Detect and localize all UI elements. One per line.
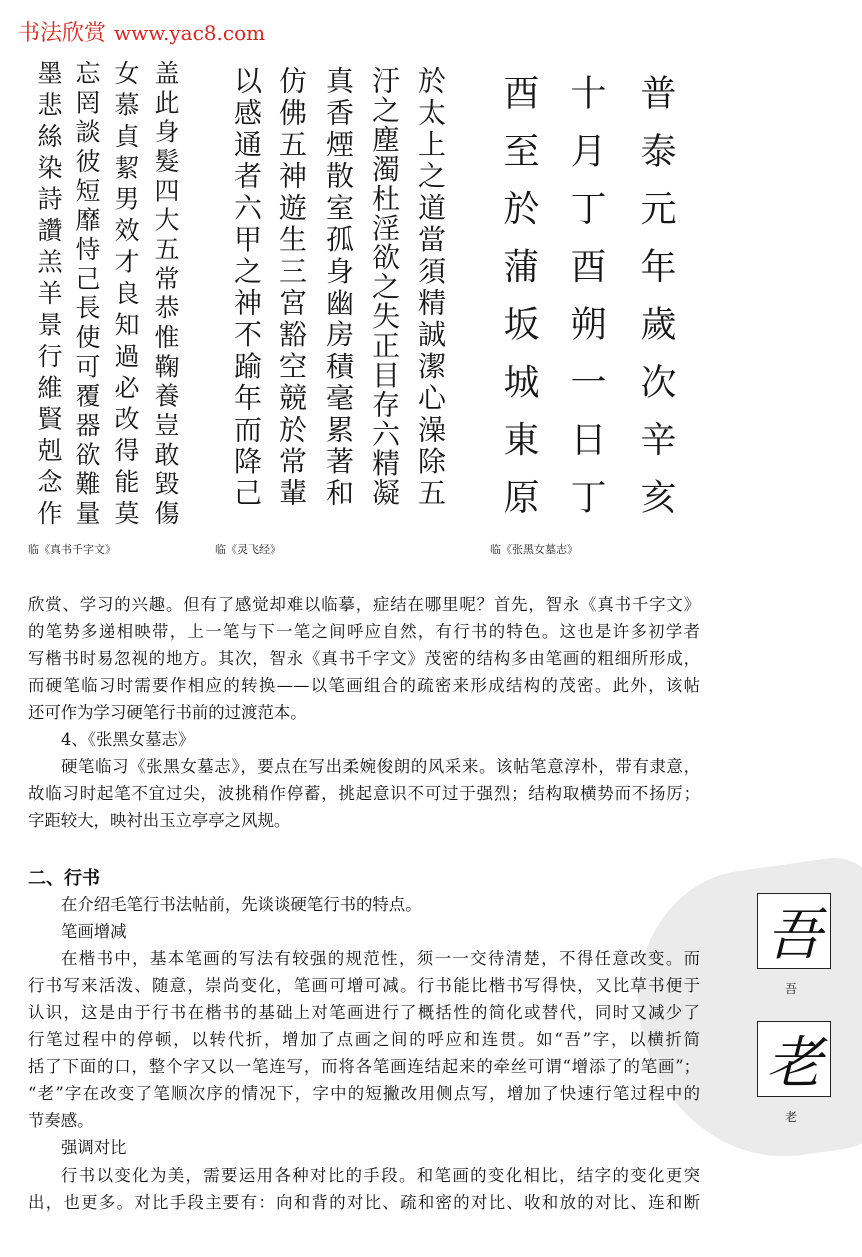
example-glyph-lao: 老	[757, 1021, 831, 1097]
calligraphy-column: 汙之塵濁杜淫欲之失正目存六精凝	[368, 66, 401, 506]
text-line: 节奏感。	[28, 1111, 94, 1130]
text-line: 认识，这是由于行书在楷书的基础上对笔画进行了概括性的简化或替代，同时又减少了	[28, 1003, 700, 1022]
calligraphy-column: 盖此身髮四大五常恭惟鞠養豈敢毀傷	[151, 60, 180, 525]
text-line: 写楷书时易忽视的地方。其次，智永《真书千字文》茂密的结构多由笔画的粗细所形成，	[28, 649, 700, 668]
text-line: 故临习时起笔不宜过尖，波挑稍作停蓄，挑起意识不可过于强烈；结构取横势而不扬厉；	[28, 784, 700, 803]
calligraphy-column: 酉至於蒲坂城東原	[498, 74, 539, 514]
text-line: 在楷书中，基本笔画的写法有较强的规范性，须一一交待清楚，不得任意改变。而	[61, 949, 700, 968]
calligraphy-column: 仿佛五神遊生三宮豁空競於常輩	[275, 66, 308, 506]
text-line: 行书写来活泼、随意，崇尚变化，笔画可增可减。行书能比楷书写得快，又比草书便于	[28, 976, 700, 995]
text-line: 而硬笔临习时需要作相应的转换——以笔画组合的疏密来形成结构的茂密。此外，该帖	[28, 676, 700, 695]
calligraphy-column: 十月丁酉朔一日丁	[565, 74, 606, 514]
text-line: 的笔势多递相映带，上一笔与下一笔之间呼应自然，有行书的特色。这也是许多初学者	[28, 622, 700, 641]
caption-lingfei: 临《灵飞经》	[215, 543, 281, 556]
calligraphy-column: 女慕貞絜男效才良知過必改得能莫	[111, 60, 140, 525]
example-label-wu: 吾	[785, 982, 798, 996]
text-line: 硬笔临习《张黑女墓志》，要点在写出柔婉俊朗的风采来。该帖笔意淳朴，带有隶意，	[61, 757, 700, 776]
text-line: “老”字在改变了笔顺次序的情况下，字中的短撇改用侧点写，增加了快速行笔过程中的	[28, 1084, 700, 1103]
text-line: 欣赏、学习的兴趣。但有了感觉却难以临摹，症结在哪里呢？首先，智永《真书千字文》	[28, 595, 700, 614]
calligraphy-column: 墨悲絲染詩讚羔羊景行維賢剋念作	[34, 60, 63, 525]
example-glyph-wu: 吾	[757, 893, 831, 969]
site-watermark	[18, 16, 265, 47]
text-line: 还可作为学习硬笔行书前的过渡范本。	[28, 703, 307, 722]
calligraphy-column: 真香煙散室孤身幽房積毫累著和	[322, 66, 355, 506]
text-line: 行笔过程中的停顿，以转代折，增加了点画之间的呼应和连贯。如“吾”字，以横折简	[28, 1030, 700, 1049]
text-line: 括了下面的口，整个字又以一笔连写，而将各笔画连结起来的牵丝可谓“增添了的笔画”；	[28, 1057, 700, 1076]
caption-zhenshu: 临《真书千字文》	[28, 543, 116, 556]
calligraphy-column: 以感通者六甲之神不踰年而降己	[230, 66, 263, 506]
section-heading: 二、行书	[28, 868, 100, 889]
text-line: 字距较大，映衬出玉立亭亭之风规。	[28, 811, 291, 830]
caption-zhangheinv: 临《张黑女墓志》	[490, 543, 578, 556]
watermark-url: www.yac8.com	[114, 21, 266, 45]
calligraphy-column: 普泰元年歲次辛亥	[635, 74, 676, 514]
text-line: 在介绍毛笔行书法帖前，先谈谈硬笔行书的特点。	[61, 895, 422, 914]
example-label-lao: 老	[785, 1110, 798, 1124]
watermark-title: 书法欣赏	[18, 21, 107, 46]
item-heading: 4、《张黑女墓志》	[61, 730, 195, 749]
calligraphy-column: 忘罔談彼短靡恃己長使可覆器欲難量	[72, 60, 101, 525]
text-line: 行书以变化为美，需要运用各种对比的手段。和笔画的变化相比，结字的变化更突	[61, 1166, 700, 1185]
subheading: 笔画增减	[61, 922, 127, 941]
calligraphy-column: 於太上之道當須精誠潔心澡除五	[414, 66, 447, 506]
text-line: 出，也更多。对比手段主要有：向和背的对比、疏和密的对比、收和放的对比、连和断	[28, 1193, 700, 1212]
subheading: 强调对比	[61, 1138, 127, 1157]
